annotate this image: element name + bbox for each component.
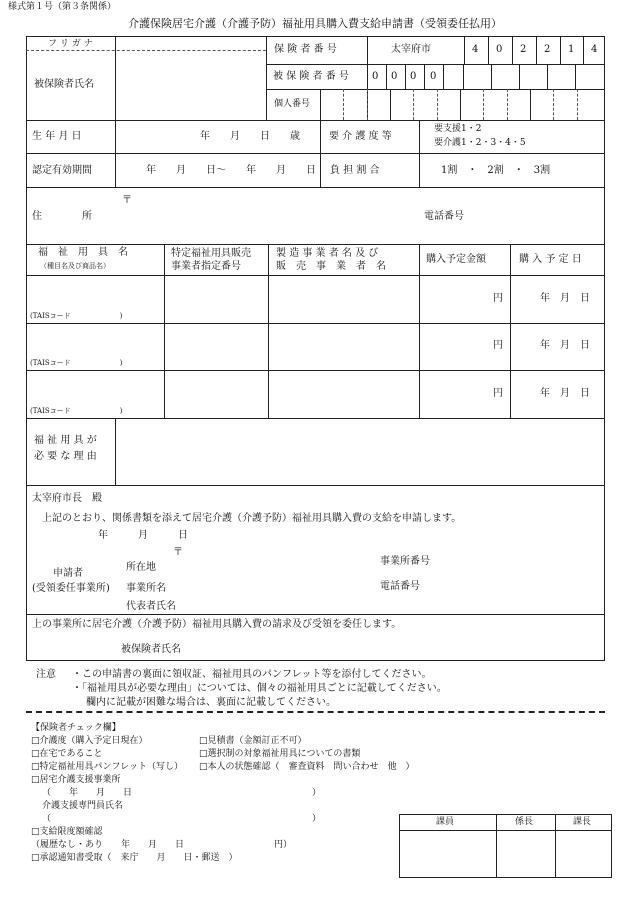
yen-unit: 円 xyxy=(493,388,503,399)
stamp-header-manager: 課長 xyxy=(573,817,592,827)
reason-label-2: 必 要 な 理 由 xyxy=(34,451,97,462)
item-name-subheader: （種目名及び商品名） xyxy=(40,262,110,270)
check-item[interactable]: □支給限度額確認 xyxy=(31,827,103,837)
delegation-statement: 上の事業所に居宅介護（介護予防）福祉用具購入費の請求及び受領を委任します。 xyxy=(32,619,402,630)
check-item[interactable]: □選択制の対象福祉用具についての書類 xyxy=(199,749,361,759)
representative-label: 代表者氏名 xyxy=(126,601,176,612)
insurer-digit: 4 xyxy=(472,44,479,55)
stamp-header-staff: 課員 xyxy=(436,817,455,827)
maker-header: 製 造 事 業 者 名 及 び xyxy=(276,248,379,259)
divider xyxy=(26,711,605,713)
insurer-number-label: 保 険 者 番 号 xyxy=(274,44,337,55)
check-item[interactable]: □承認通知書受取（ 来庁 月 日・郵送 ） xyxy=(31,853,238,863)
office-name-label: 事業所名 xyxy=(126,583,166,594)
birth-label: 生 年 月 日 xyxy=(32,131,82,142)
page-title: 介護保険居宅介護（介護予防）福祉用具購入費支給申請書（受領委任払用） xyxy=(128,17,502,30)
check-item[interactable]: □見積書（金額訂正不可） xyxy=(199,736,307,746)
burden-ratio-options[interactable]: 1割 ・ 2割 ・ 3割 xyxy=(441,165,551,176)
valid-period-label: 認定有効期間 xyxy=(32,165,92,176)
furigana-field[interactable] xyxy=(117,38,264,49)
location-label: 所在地 xyxy=(126,562,156,573)
insured-name-field[interactable] xyxy=(117,52,264,118)
personal-number-label: 個人番号 xyxy=(274,99,311,109)
address-label: 住 所 xyxy=(32,211,92,222)
furigana-label: フ リ ガ ナ xyxy=(48,39,93,49)
purchase-date: 年 月 日 xyxy=(540,293,590,304)
vendor-number-header-2: 事業者指定番号 xyxy=(171,261,241,272)
check-detail: （ ） xyxy=(42,814,322,824)
insured-digit: 0 xyxy=(391,71,398,82)
phone-label: 電話番号 xyxy=(424,211,464,222)
postal-mark: 〒 xyxy=(173,547,183,558)
valid-period-value[interactable]: 年 月 日～ 年 月 日 xyxy=(146,165,316,176)
insured-digit: 0 xyxy=(410,71,417,82)
reason-field[interactable] xyxy=(117,420,603,484)
yen-unit: 円 xyxy=(493,293,503,304)
item-name-header: 福 祉 用 具 名 xyxy=(38,247,128,258)
insured-name-label: 被保険者氏名 xyxy=(34,79,94,90)
purchase-date: 年 月 日 xyxy=(540,388,590,399)
delegation-name-label: 被保険者氏名 xyxy=(121,644,181,655)
tais-code-label: (TAISコード ) xyxy=(30,359,123,367)
form-number: 様式第１号（第３条関係） xyxy=(8,2,117,12)
insurer-digit: 1 xyxy=(568,44,575,55)
notes-line: ・「福祉用具が必要な理由」については、個々の福祉用具ごとに記載してください。 xyxy=(72,683,447,694)
check-item[interactable]: □本人の状態確認（ 審査資料 問い合わせ 他 ） xyxy=(199,762,415,772)
insurer-digit: 2 xyxy=(544,44,551,55)
check-detail: 介護支援専門員氏名 xyxy=(42,801,124,811)
insurer-digit: 2 xyxy=(520,44,527,55)
insured-number-label: 被 保 険 者 番 号 xyxy=(273,71,349,82)
burden-label: 負 担 割 合 xyxy=(330,165,380,176)
applicant-label: 申請者 xyxy=(53,568,83,579)
addressee: 太宰府市長 殿 xyxy=(32,493,102,504)
insured-digit: 0 xyxy=(430,71,437,82)
check-detail: （ 年 月 日 ） xyxy=(42,788,322,798)
insurer-name: 太宰府市 xyxy=(391,44,431,55)
notes-line: ・この申請書の裏面に領収証、福祉用具のパンフレット等を添付してください。 xyxy=(72,669,432,680)
insurer-digit: 4 xyxy=(591,44,598,55)
tais-code-label: (TAISコード ) xyxy=(30,312,123,320)
postal-mark: 〒 xyxy=(122,195,132,206)
applicant-sublabel: (受領委任事業所) xyxy=(32,583,110,594)
declaration-date[interactable]: 年 月 日 xyxy=(98,530,188,541)
care-level-care: 要介護1・2・3・4・5 xyxy=(434,138,526,148)
declaration-statement: 上記のとおり、関係書類を添えて居宅介護（介護予防）福祉用具購入費の支給を申請します。 xyxy=(42,513,462,524)
stamp-header-chief: 係長 xyxy=(515,817,534,827)
office-phone-label: 電話番号 xyxy=(380,581,420,592)
office-number-label: 事業所番号 xyxy=(380,556,430,567)
amount-header: 購入予定金額 xyxy=(426,254,486,265)
check-item[interactable]: □介護度（購入予定日現在） xyxy=(31,736,148,746)
maker-header-2: 販 売 事 業 者 名 xyxy=(276,261,386,272)
date-header: 購 入 予 定 日 xyxy=(519,254,582,265)
insurer-check-header: 【保険者チェック欄】 xyxy=(31,723,121,733)
reason-label: 福 祉 用 具 が xyxy=(34,435,97,446)
tais-code-label: (TAISコード ) xyxy=(30,407,123,415)
care-level-support: 要支援1・2 xyxy=(434,124,482,134)
notes-line: 欄内に記載が困難な場合は、裏面に記載してください。 xyxy=(86,697,336,708)
check-item[interactable]: □在宅であること xyxy=(31,749,103,759)
check-detail: （履歴なし・あり 年 月 日 円） xyxy=(31,840,293,850)
check-item[interactable]: □居宅介護支援事業所 xyxy=(31,775,121,785)
insurer-digit: 0 xyxy=(496,44,503,55)
notes-label: 注意 xyxy=(36,669,56,680)
check-item[interactable]: □特定福祉用具パンフレット（写し） xyxy=(31,762,184,772)
purchase-date: 年 月 日 xyxy=(540,340,590,351)
vendor-number-header: 特定福祉用具販売 xyxy=(171,248,251,259)
insured-digit: 0 xyxy=(372,71,379,82)
birth-value[interactable]: 年 月 日 歳 xyxy=(200,131,300,142)
yen-unit: 円 xyxy=(493,340,503,351)
care-level-label: 要 介 護 度 等 xyxy=(329,131,392,142)
